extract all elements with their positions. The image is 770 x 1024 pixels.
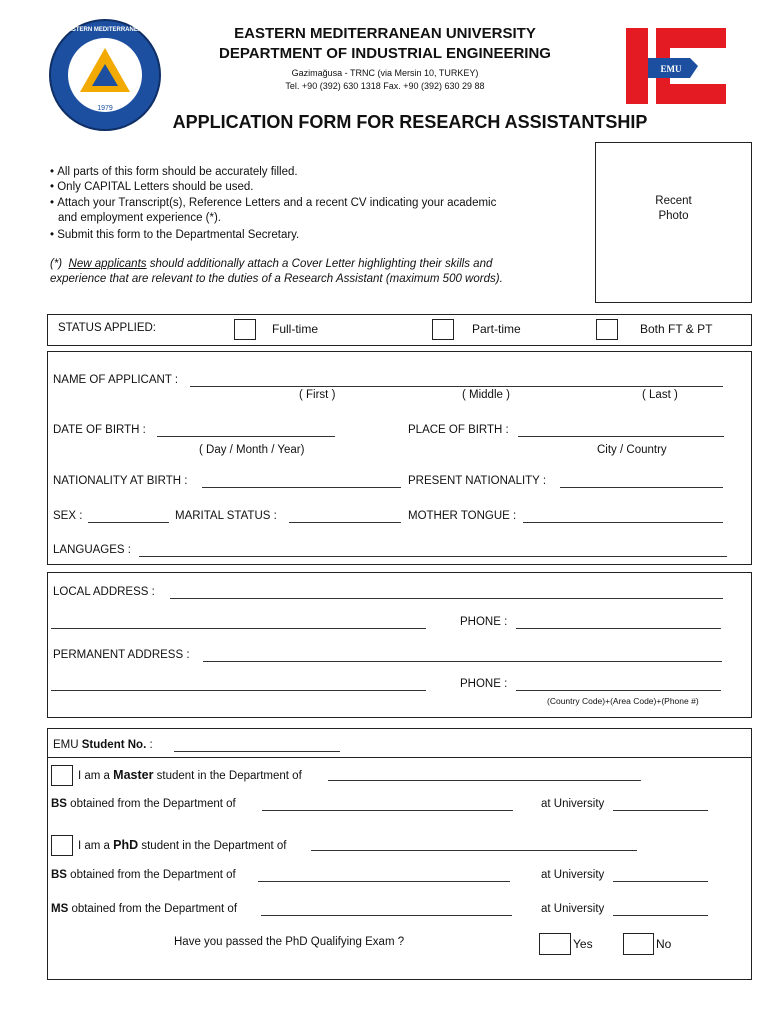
name-first-hint: ( First ) [299,389,336,401]
phd-bs-university-field[interactable] [613,881,708,882]
permanent-address-label: PERMANENT ADDRESS : [53,649,190,661]
university-address: Gazimağusa - TRNC (via Mersin 10, TURKEY) [291,68,479,78]
dob-hint: ( Day / Month / Year) [199,444,305,456]
pob-field[interactable] [518,436,724,437]
university-contact: Tel. +90 (392) 630 1318 Fax. +90 (392) 630 29 88 [285,81,485,91]
status-both-checkbox[interactable] [596,319,618,340]
emu-student-no-field[interactable] [174,751,340,752]
department-name: DEPARTMENT OF INDUSTRIAL ENGINEERING [219,45,551,62]
university-name: EASTERN MEDITERRANEAN UNIVERSITY [234,25,536,42]
phd-bs-university-label: at University [541,869,605,881]
name-label: NAME OF APPLICANT : [53,374,179,386]
status-parttime-label: Part-time [472,322,521,336]
phd-label: I am a PhD student in the Department of [78,838,287,852]
instruction-3: • Attach your Transcript(s), Reference Letters and a recent CV indicating your academic [50,197,497,209]
instruction-2: • Only CAPITAL Letters should be used. [50,181,254,193]
permanent-address-field-2[interactable] [51,690,426,691]
emu-student-no-label: EMU Student No. : [53,739,153,751]
svg-text:1979: 1979 [97,105,113,112]
permanent-phone-label: PHONE : [460,678,508,690]
student-divider [47,757,752,758]
svg-text:EASTERN MEDITERRANEAN: EASTERN MEDITERRANEAN [63,27,147,33]
instruction-1: • All parts of this form should be accurately filled. [50,166,298,178]
qualifying-no-checkbox[interactable] [623,933,654,955]
phd-checkbox[interactable] [51,835,73,856]
photo-label-2: Photo [658,210,689,222]
master-label: I am a Master student in the Department of [78,768,302,782]
mother-tongue-label: MOTHER TONGUE : [408,510,517,522]
master-bs-department-field[interactable] [262,810,513,811]
status-parttime-checkbox[interactable] [432,319,454,340]
note-line-2: experience that are relevant to the duties of a Research Assistant (maximum 500 words). [50,273,503,285]
master-bs-university-label: at University [541,798,605,810]
emu-ie-logo [626,28,726,104]
local-address-field-1[interactable] [170,598,723,599]
present-nationality-label: PRESENT NATIONALITY : [408,475,547,487]
phd-bs-department-field[interactable] [258,881,510,882]
master-bs-university-field[interactable] [613,810,708,811]
phd-bs-label: BS obtained from the Department of [51,869,236,881]
local-phone-label: PHONE : [460,616,508,628]
status-both-label: Both FT & PT [640,322,713,336]
name-last-hint: ( Last ) [642,389,678,401]
dob-field[interactable] [157,436,335,437]
page-title: APPLICATION FORM FOR RESEARCH ASSISTANTSHIP [172,112,648,132]
phd-ms-university-label: at University [541,903,605,915]
phd-ms-department-field[interactable] [261,915,512,916]
qualifying-no-label: No [656,937,672,951]
status-label: STATUS APPLIED: [58,322,156,334]
pob-hint: City / Country [597,444,667,456]
permanent-phone-field[interactable] [516,690,721,691]
mother-tongue-field[interactable] [523,522,723,523]
nationality-birth-field[interactable] [202,487,401,488]
marital-status-field[interactable] [289,522,401,523]
qualifying-exam-question: Have you passed the PhD Qualifying Exam ? [174,936,405,948]
photo-label-1: Recent [655,195,692,207]
local-address-field-2[interactable] [51,628,426,629]
marital-status-label: MARITAL STATUS : [175,510,277,522]
instruction-3-cont: and employment experience (*). [58,212,221,224]
present-nationality-field[interactable] [560,487,723,488]
status-fulltime-label: Full-time [272,322,319,336]
phd-department-field[interactable] [311,850,637,851]
instruction-4: • Submit this form to the Departmental Secretary. [50,229,300,241]
local-phone-field[interactable] [516,628,721,629]
local-address-label: LOCAL ADDRESS : [53,586,155,598]
pob-label: PLACE OF BIRTH : [408,424,509,436]
status-fulltime-checkbox[interactable] [234,319,256,340]
master-checkbox[interactable] [51,765,73,786]
name-field[interactable] [190,386,723,387]
master-department-field[interactable] [328,780,641,781]
name-middle-hint: ( Middle ) [462,389,510,401]
nationality-birth-label: NATIONALITY AT BIRTH : [53,475,188,487]
permanent-address-field-1[interactable] [203,661,722,662]
phone-format-hint: (Country Code)+(Area Code)+(Phone #) [547,696,699,706]
sex-field[interactable] [88,522,169,523]
dob-label: DATE OF BIRTH : [53,424,146,436]
qualifying-yes-label: Yes [573,937,593,951]
phd-ms-label: MS obtained from the Department of [51,903,238,915]
note-line-1: (*) New applicants should additionally attach a Cover Letter highlighting their skills and [50,258,493,270]
master-bs-label: BS obtained from the Department of [51,798,236,810]
photo-box[interactable] [595,142,752,303]
sex-label: SEX : [53,510,83,522]
languages-label: LANGUAGES : [53,544,131,556]
phd-ms-university-field[interactable] [613,915,708,916]
svg-text:EMU: EMU [660,64,682,74]
qualifying-yes-checkbox[interactable] [539,933,571,955]
languages-field[interactable] [139,556,727,557]
